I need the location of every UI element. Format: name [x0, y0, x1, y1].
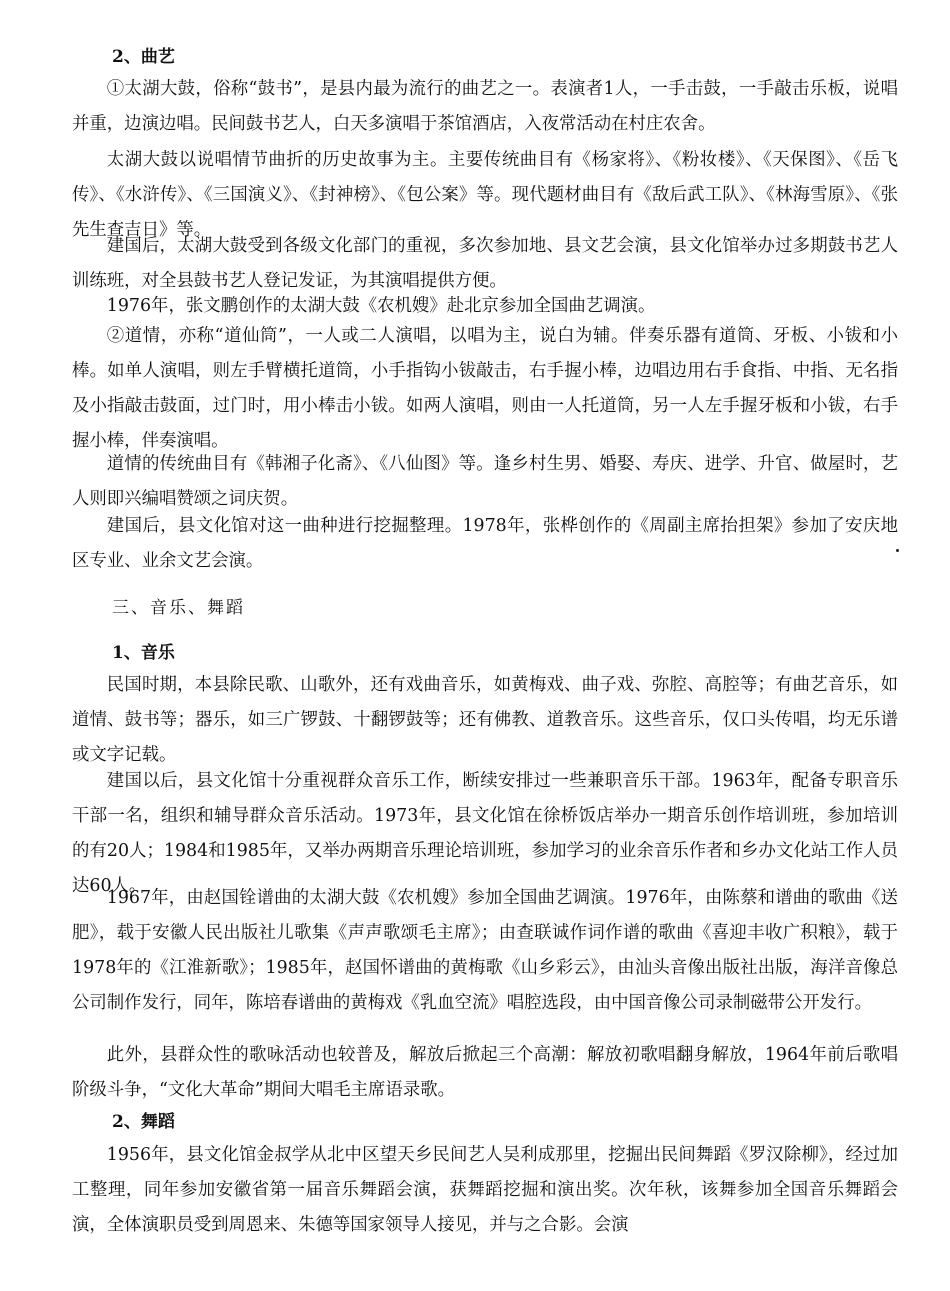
paragraph-music-compositions: 1967年，由赵国铨谱曲的太湖大鼓《农机嫂》参加全国曲艺调演。1976年，由陈蔡和谱曲的歌曲《送肥》，载于安徽人民出版社儿歌集《声声歌颂毛主席》；由查联诚作词作谱的歌曲《喜迎丰收广积粮》，载于1978年的《江淮新歌》；1985年，赵国怀谱曲的黄梅歌《山乡彩云》，由汕头音像出版社出版，海洋音像总公司制作发行，同年，陈培春谱曲的黄梅戏《乳血空流》唱腔选段，由中国音像公司录制磁带公开发行。 — [72, 888, 898, 1013]
heading-music-dance-section: 三、音乐、舞蹈 — [112, 598, 245, 618]
heading-quyi: 2、曲艺 — [112, 47, 175, 67]
paragraph-taihu-dagu-after-founding: 建国后，太湖大鼓受到各级文化部门的重视，多次参加地、县文艺会演，县文化馆举办过多期鼓书艺人训练班，对全县鼓书艺人登记发证，为其演唱提供方便。 — [72, 236, 898, 291]
paragraph-dance-luohan-chuliu: 1956年，县文化馆金叔学从北中区望天乡民间艺人吴利成那里，挖掘出民间舞蹈《罗汉除柳》，经过加工整理，同年参加安徽省第一届音乐舞蹈会演，获舞蹈挖掘和演出奖。次年秋，该舞参加全国音乐舞蹈会演，全体演职员受到周恩来、朱德等国家领导人接见，并与之合影。会演 — [72, 1145, 898, 1235]
paragraph-nongji-sao-1976: 1976年，张文鹏创作的太湖大鼓《农机嫂》赴北京参加全国曲艺调演。 — [106, 296, 656, 316]
heading-music: 1、音乐 — [112, 643, 175, 663]
heading-dance: 2、舞蹈 — [112, 1112, 175, 1132]
paragraph-music-cultural-center: 建国以后，县文化馆十分重视群众音乐工作，断续安排过一些兼职音乐干部。1963年，配备专职音乐干部一名，组织和辅导群众音乐活动。1973年，县文化馆在徐桥饭店举办一期音乐创作培训班，参加培训的有20人；1984和1985年，又举办两期音乐理论培训班，参加学习的业余音乐作者和乡办文化站工作人员达60人。 — [72, 771, 898, 896]
paragraph-taihu-dagu-repertoire: 太湖大鼓以说唱情节曲折的历史故事为主。主要传统曲目有《杨家将》、《粉妆楼》、《天保图》、《岳飞传》、《水浒传》、《三国演义》、《封神榜》、《包公案》等。现代题材曲目有《敌后武工队》、《林海雪原》、《张先生查吉日》等。 — [72, 150, 898, 240]
paragraph-music-singing-movements: 此外，县群众性的歌咏活动也较普及，解放后掀起三个高潮：解放初歌唱翻身解放，1964年前后歌唱阶级斗争，“文化大革命”期间大唱毛主席语录歌。 — [72, 1045, 898, 1100]
paragraph-taihu-dagu-intro: ①太湖大鼓，俗称“鼓书”，是县内最为流行的曲艺之一。表演者1人，一手击鼓，一手敲击乐板，说唱并重，边演边唱。民间鼓书艺人，白天多演唱于茶馆酒店，入夜常活动在村庄农舍。 — [72, 79, 898, 134]
scan-speck — [896, 549, 899, 552]
paragraph-music-republic-era: 民国时期，本县除民歌、山歌外，还有戏曲音乐，如黄梅戏、曲子戏、弥腔、高腔等；有曲艺音乐，如道情、鼓书等；器乐，如三广锣鼓、十翻锣鼓等；还有佛教、道教音乐。这些音乐，仅口头传唱，均无乐谱或文字记载。 — [72, 675, 898, 765]
paragraph-daoqing-after-founding: 建国后，县文化馆对这一曲种进行挖掘整理。1978年，张桦创作的《周副主席抬担架》参加了安庆地区专业、业余文艺会演。 — [72, 516, 898, 571]
paragraph-daoqing-intro: ②道情，亦称“道仙筒”，一人或二人演唱，以唱为主，说白为辅。伴奏乐器有道筒、牙板、小钹和小棒。如单人演唱，则左手臂横托道筒，小手指钩小钹敲击，右手握小棒，边唱边用右手食指、中指、无名指及小指敲击鼓面，过门时，用小棒击小钹。如两人演唱，则由一人托道筒，另一人左手握牙板和小钹，右手握小棒，伴奏演唱。 — [72, 326, 898, 451]
paragraph-daoqing-repertoire: 道情的传统曲目有《韩湘子化斋》、《八仙图》等。逢乡村生男、婚娶、寿庆、进学、升官、做屋时，艺人则即兴编唱赞颂之词庆贺。 — [72, 454, 898, 509]
